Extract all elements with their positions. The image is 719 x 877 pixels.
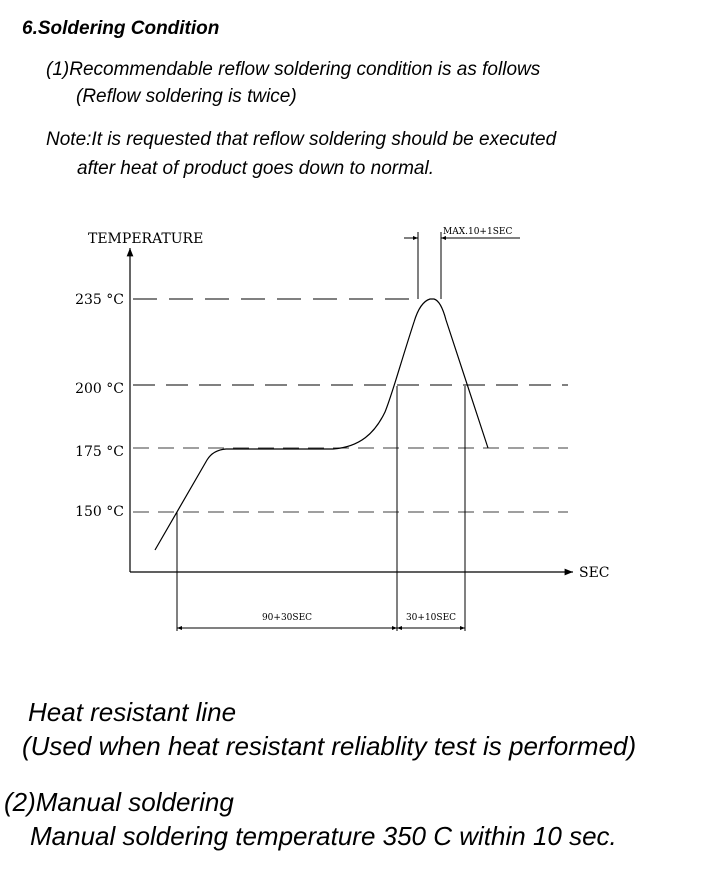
dim-peak-label: MAX.10+1SEC <box>443 227 513 237</box>
heat-resistant-usage: (Used when heat resistant reliablity test is performed) <box>22 731 637 761</box>
dim-above200-label: 30+10SEC <box>405 613 457 623</box>
temp-label-150: 150 °C <box>75 504 124 520</box>
temp-label-200: 200 °C <box>75 381 124 397</box>
heat-resistant-title: Heat resistant line <box>28 697 237 727</box>
x-axis-label: SEC <box>579 565 610 581</box>
temp-label-175: 175 °C <box>75 444 124 460</box>
reflow-twice-line: (Reflow soldering is twice) <box>76 86 297 107</box>
manual-soldering-spec: Manual soldering temperature 350 C within 10 sec. <box>30 821 617 851</box>
reflow-condition-line: (1)Recommendable reflow soldering condition is as follows <box>46 59 541 80</box>
note-line-1: Note:It is requested that reflow soldering should be executed <box>46 129 557 150</box>
dim-preheat-label: 90+30SEC <box>261 613 313 623</box>
manual-soldering-title: (2)Manual soldering <box>4 787 234 817</box>
note-line-2: after heat of product goes down to normal. <box>77 158 434 179</box>
y-axis-label: TEMPERATURE <box>88 231 204 247</box>
temp-label-235: 235 °C <box>75 292 124 308</box>
section-heading: 6.Soldering Condition <box>22 18 220 39</box>
